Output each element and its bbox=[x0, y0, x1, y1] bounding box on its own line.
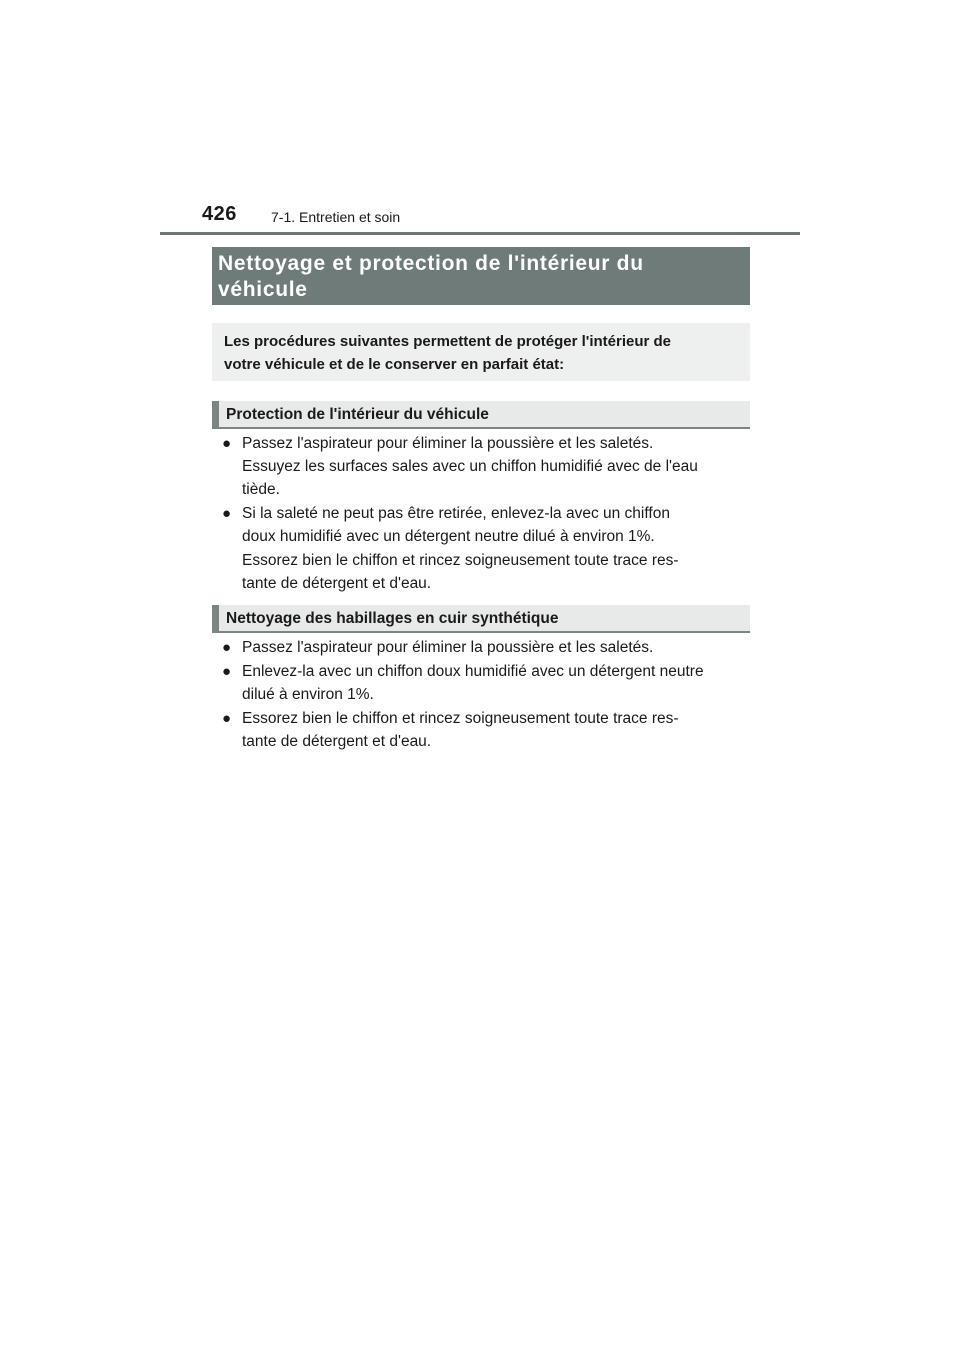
bullet-icon: ● bbox=[222, 710, 232, 727]
list-item bbox=[222, 432, 746, 501]
list-item bbox=[222, 660, 746, 706]
list-item-line: dilué à environ 1%. bbox=[242, 686, 374, 703]
list-continuation bbox=[222, 549, 746, 595]
interior-protection-list bbox=[222, 432, 746, 595]
bullet-icon: ● bbox=[222, 663, 232, 680]
list-item-line: Essuyez les surfaces sales avec un chiffon humidifié avec de l'eau bbox=[242, 458, 698, 475]
page-number: 426 bbox=[202, 203, 237, 225]
header-divider bbox=[160, 232, 800, 235]
intro-line-2: votre véhicule et de le conserver en parfait état: bbox=[224, 356, 565, 373]
synthetic-leather-list bbox=[222, 636, 746, 754]
section-title-line-2: véhicule bbox=[218, 278, 308, 301]
list-item-line: Passez l'aspirateur pour éliminer la poussière et les saletés. bbox=[242, 639, 654, 656]
list-item bbox=[222, 636, 746, 659]
list-item-line: Si la saleté ne peut pas être retirée, enlevez-la avec un chiffon bbox=[242, 505, 670, 522]
bullet-icon: ● bbox=[222, 639, 232, 656]
subheading-interior-protection bbox=[212, 401, 750, 429]
intro-box bbox=[212, 323, 750, 381]
list-item-line: tiède. bbox=[242, 481, 280, 498]
list-item-line: Passez l'aspirateur pour éliminer la poussière et les saletés. bbox=[242, 435, 654, 452]
continuation-line: Essorez bien le chiffon et rincez soigneusement toute trace res- bbox=[242, 552, 679, 569]
list-item-line: doux humidifié avec un détergent neutre dilué à environ 1%. bbox=[242, 528, 655, 545]
list-item-line: Essorez bien le chiffon et rincez soigneusement toute trace res- bbox=[242, 710, 679, 727]
subheading-text: Protection de l'intérieur du véhicule bbox=[226, 406, 489, 423]
list-item bbox=[222, 502, 746, 548]
subheading-text: Nettoyage des habillages en cuir synthétique bbox=[226, 610, 559, 627]
list-item-line: tante de détergent et d'eau. bbox=[242, 733, 432, 750]
section-title-bar bbox=[212, 247, 750, 305]
bullet-icon: ● bbox=[222, 435, 232, 452]
chapter-title: 7-1. Entretien et soin bbox=[271, 209, 401, 225]
page-header bbox=[160, 200, 800, 236]
intro-line-1: Les procédures suivantes permettent de protéger l'intérieur de bbox=[224, 333, 672, 350]
list-item-line: Enlevez-la avec un chiffon doux humidifié avec un détergent neutre bbox=[242, 663, 704, 680]
bullet-icon: ● bbox=[222, 505, 232, 522]
subheading-synthetic-leather bbox=[212, 605, 750, 633]
section-title-line-1: Nettoyage et protection de l'intérieur du bbox=[218, 252, 644, 275]
list-item bbox=[222, 707, 746, 753]
continuation-line: tante de détergent et d'eau. bbox=[242, 575, 432, 592]
